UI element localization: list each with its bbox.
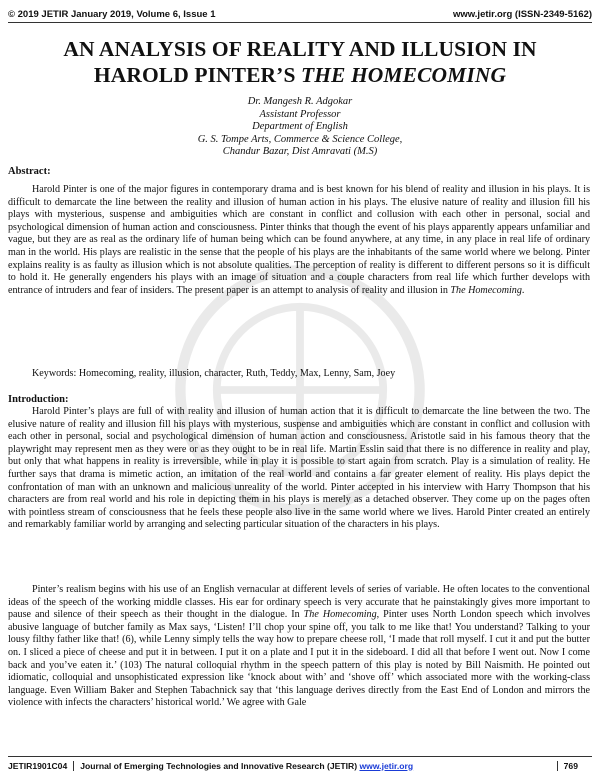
abstract-text-end: . [521, 284, 525, 296]
header-volume-info: © 2019 JETIR January 2019, Volume 6, Issue 1 [8, 8, 216, 20]
author-name: Dr. Mangesh R. Adgokar [247, 96, 353, 107]
title-line-1: AN ANALYSIS OF REALITY AND ILLUSION IN [63, 37, 537, 61]
footer-article-code: JETIR1901C04 [8, 761, 74, 771]
author-college: G. S. Tompe Arts, Commerce & Science College, [197, 133, 403, 145]
footer-journal [74, 761, 557, 771]
footer-journal-name: Journal of Emerging Technologies and Innovative Research (JETIR) [80, 760, 360, 771]
title-play-name: THE HOMECOMING [300, 63, 507, 87]
keywords: Keywords: Homecoming, reality, illusion, character, Ruth, Teddy, Max, Lenny, Sam, Joey [32, 368, 396, 379]
abstract-heading: Abstract: [8, 166, 51, 177]
introduction-paragraph-1: Harold Pinter’s plays are full of with reality and illusion of human action that it is difficult to demarcate the line between the two. The elusive nature of reality and illusion fill his plays with mysterious, suspense and ambiguities which are constant in conflict and collusion with each other in personal, social and psychological dimension of human action and consciousness. Aristotle said in his famous theory that the playwright may represent men as they were or as they ought to be in real life. Martin Esslin said that there is no difference in reality and play, but only that what happens in reality is irreversible, while in play it is possible to start again from scratch. Play is a simulation of reality. He further says that drama is mimetic action, an imitation of the real world and contains a far greater element of reality. His plays depict the confrontation of man with an unknown and malicious unreality of the world. Pinter accepted in his interview with Harry Thompson that his characters are from real world and his role in depicting them in his plays is merely as a detached observer. They come up on the pages often with pointless stream of consciousness that he feels these people also live in the same world where we lives. Harold Pinter created an entirely and remarkably familiar world by arranging and selecting particular situation of the characters in his plays. [8, 406, 590, 531]
abstract-text: Harold Pinter is one of the major figures in contemporary drama and is best known for his blend of reality and illusion in his plays. It is difficult to demarcate the line between the reality and illusion of human action in his plays. The elusive nature of reality and illusion fill his plays with mysterious, suspense and ambiguities which are constant in conflict and collusion with each other in personal, social and psychological dimension of human action and consciousness. Pinter thinks that though the event of his plays apparently appears unfamiliar and vague, but they are as real as the ordinary life of human being which can be found anywhere, at any time, in any place in real life of ordinary man in the world. His plays are realistic in the sense that the people of his plays are the inhabitants of the same world where we belong. Pinter explains reality is as faulty as illusion which is not absolute qualities. The perception of reality is different to different persons so it is difficult to hold it. He generally engenders his plays with an image of situation and a couple characters from real life which further develops with entrance of intruders and fear of insiders. The present paper is an attempt to analysis of reality and illusion in [8, 184, 590, 296]
abstract-play-name: The Homecoming [450, 284, 522, 296]
title-line-2 [20, 62, 580, 88]
author-block [60, 96, 540, 159]
abstract-body [8, 184, 590, 297]
author-position: Assistant Professor [259, 108, 341, 120]
introduction-paragraph-2 [8, 584, 590, 710]
introduction-heading: Introduction: [8, 394, 69, 405]
footer-website-link[interactable]: www.jetir.org [359, 760, 414, 771]
title-line-2-prefix: HAROLD PINTER’S [93, 63, 301, 87]
footer-page-number: 769 [563, 760, 578, 771]
paragraph-2-text-a: Pinter’s realism begins with his use of an English vernacular at different levels of series of variable. He often locates to the conventional ideas of the speech of the working middle classes. His ear for ordinary speech is very accurate that he painstakingly gives more important to pause and silence of their speech as their thought in the dialogue. In [8, 584, 590, 621]
page-footer [8, 756, 592, 772]
paragraph-2-text-b: , Pinter uses North London speech which involves abusive language of butcher family as Max says, ‘Listen! I’ll chop your spine off, you talk to me like that! You understand? Talking to your lousy filthy father like that! (6), while Lenny simply tells the way how to prepare cheese roll, ‘I made that roll myself. I cut it and put the butter on. I sliced a piece of cheese and put it in between. I put it on a plate and I put it in the sideboard. I did all that before I went out. Now I come back and you’ve eaten it.’ (103) The natural colloquial rhythm in the speech pattern of this play is noted by Bill Naismith. He pointed out idiomatic, colloquial and unsophisticated expression like ‘knock about with’ and ‘shove off’ which associated more with the working-class language. Even William Baker and Stephen Tabachnick say that ‘this language derives directly from the East End of London and mirrors the violence with infects the characters’ historical world.’ We agree with Gale [8, 609, 590, 709]
paragraph-2-play-name: The Homecoming [303, 609, 377, 621]
paper-title [20, 36, 580, 88]
author-department: Department of English [252, 121, 348, 132]
author-address: Chandur Bazar, Dist Amravati (M.S) [222, 146, 378, 157]
header-website[interactable]: www.jetir.org (ISSN-2349-5162) [452, 8, 592, 20]
page-header [8, 7, 592, 23]
